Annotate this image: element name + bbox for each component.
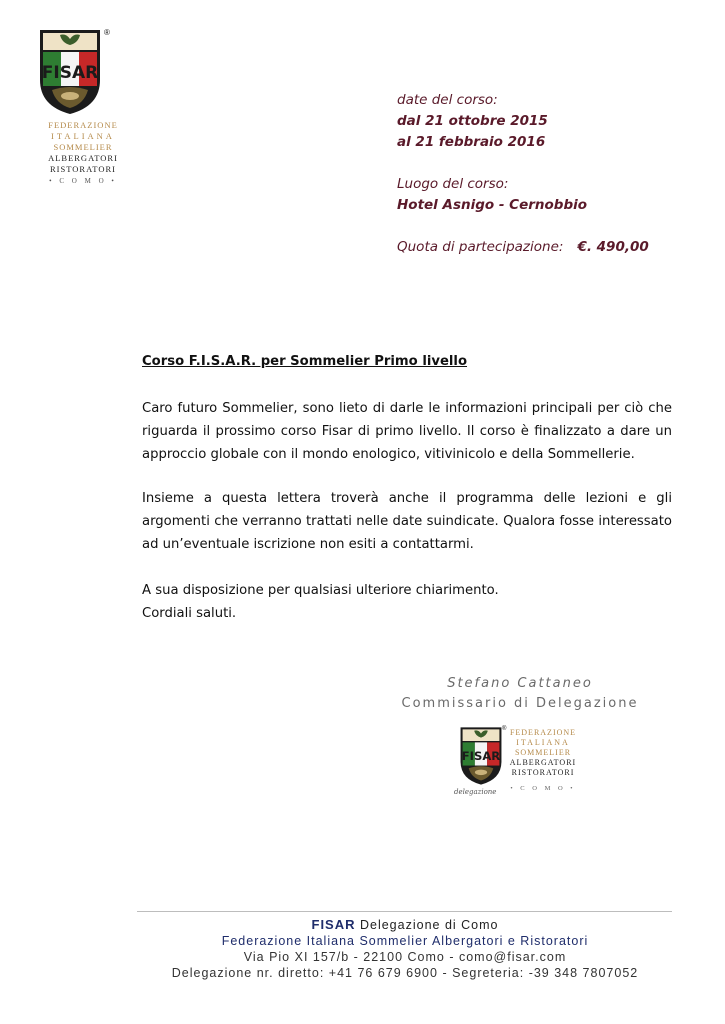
footer-brand: FISAR <box>311 917 356 932</box>
registered-mark: ® <box>104 28 110 37</box>
stamp-delegation: delegazione <box>454 788 497 796</box>
stamp-line: • C O M O • <box>510 785 576 792</box>
registered-mark: ® <box>502 726 507 732</box>
delegation-stamp <box>452 726 592 802</box>
logo-line: • C O M O • <box>49 177 117 185</box>
footer-delegation: Delegazione di Como <box>355 918 499 932</box>
closing-line: A sua disposizione per qualsiasi ulteriore chiarimento. <box>142 583 499 598</box>
venue-label: Luogo del corso: <box>397 176 509 192</box>
stamp-line: RISTORATORI <box>511 768 575 777</box>
footer-title <box>120 917 690 933</box>
footer-divider <box>137 911 672 912</box>
fisar-shield-icon <box>458 726 507 786</box>
venue: Hotel Asnigo - Cernobbio <box>397 197 588 213</box>
course-info <box>397 90 697 258</box>
fisar-logo <box>38 28 108 116</box>
svg-text:FISAR: FISAR <box>461 749 501 764</box>
fisar-shield-icon <box>38 28 102 116</box>
letter-heading: Corso F.I.S.A.R. per Sommelier Primo livello <box>142 354 468 369</box>
signature-name: Stefano Cattaneo <box>447 676 593 691</box>
signature-block <box>390 674 650 714</box>
logo-line: ITALIANA <box>51 131 115 141</box>
date-to: al 21 febbraio 2016 <box>397 134 546 150</box>
footer <box>120 917 690 981</box>
stamp-wordmark <box>508 728 578 794</box>
date-from: dal 21 ottobre 2015 <box>397 113 548 129</box>
logo-line: FEDERAZIONE <box>48 120 118 130</box>
stamp-line: ALBERGATORI <box>509 758 577 767</box>
footer-address: Via Pio XI 157/b - 22100 Como - como@fisar.com <box>243 950 567 964</box>
fee-label: Quota di partecipazione: <box>397 239 564 255</box>
svg-text:FISAR: FISAR <box>41 63 99 83</box>
paragraph-intro: Caro futuro Sommelier, sono lieto di darle le informazioni principali per ciò che riguarda il prossimo corso Fisar di primo livello. Il corso è finalizzato a dare un approccio globale con il mondo enologico, vitivinicolo e della Sommellerie. <box>142 401 672 462</box>
stamp-line: FEDERAZIONE <box>509 728 577 737</box>
paragraph-program: Insieme a questa lettera troverà anche il programma delle lezioni e gli argomenti che verranno trattati nelle date suindicate. Qualora fosse interessato ad un’eventuale iscrizione non esiti a contattarmi. <box>142 491 672 552</box>
stamp-line: SOMMELIER <box>514 748 572 757</box>
closing <box>142 579 672 625</box>
logo-line: ALBERGATORI <box>48 153 118 163</box>
footer-phones: Delegazione nr. diretto: +41 76 679 6900 - Segreteria: -39 348 7807052 <box>171 966 639 980</box>
logo-line: SOMMELIER <box>53 142 113 152</box>
signature-role: Commissario di Delegazione <box>401 696 639 711</box>
stamp-line: ITALIANA <box>516 738 570 747</box>
logo-line: RISTORATORI <box>50 164 116 174</box>
dates-label: date del corso: <box>397 92 498 108</box>
logo-wordmark <box>38 120 128 187</box>
footer-federation: Federazione Italiana Sommelier Albergatori e Ristoratori <box>221 934 589 948</box>
closing-greeting: Cordiali saluti. <box>142 606 237 621</box>
fee-value: €. 490,00 <box>577 239 649 255</box>
